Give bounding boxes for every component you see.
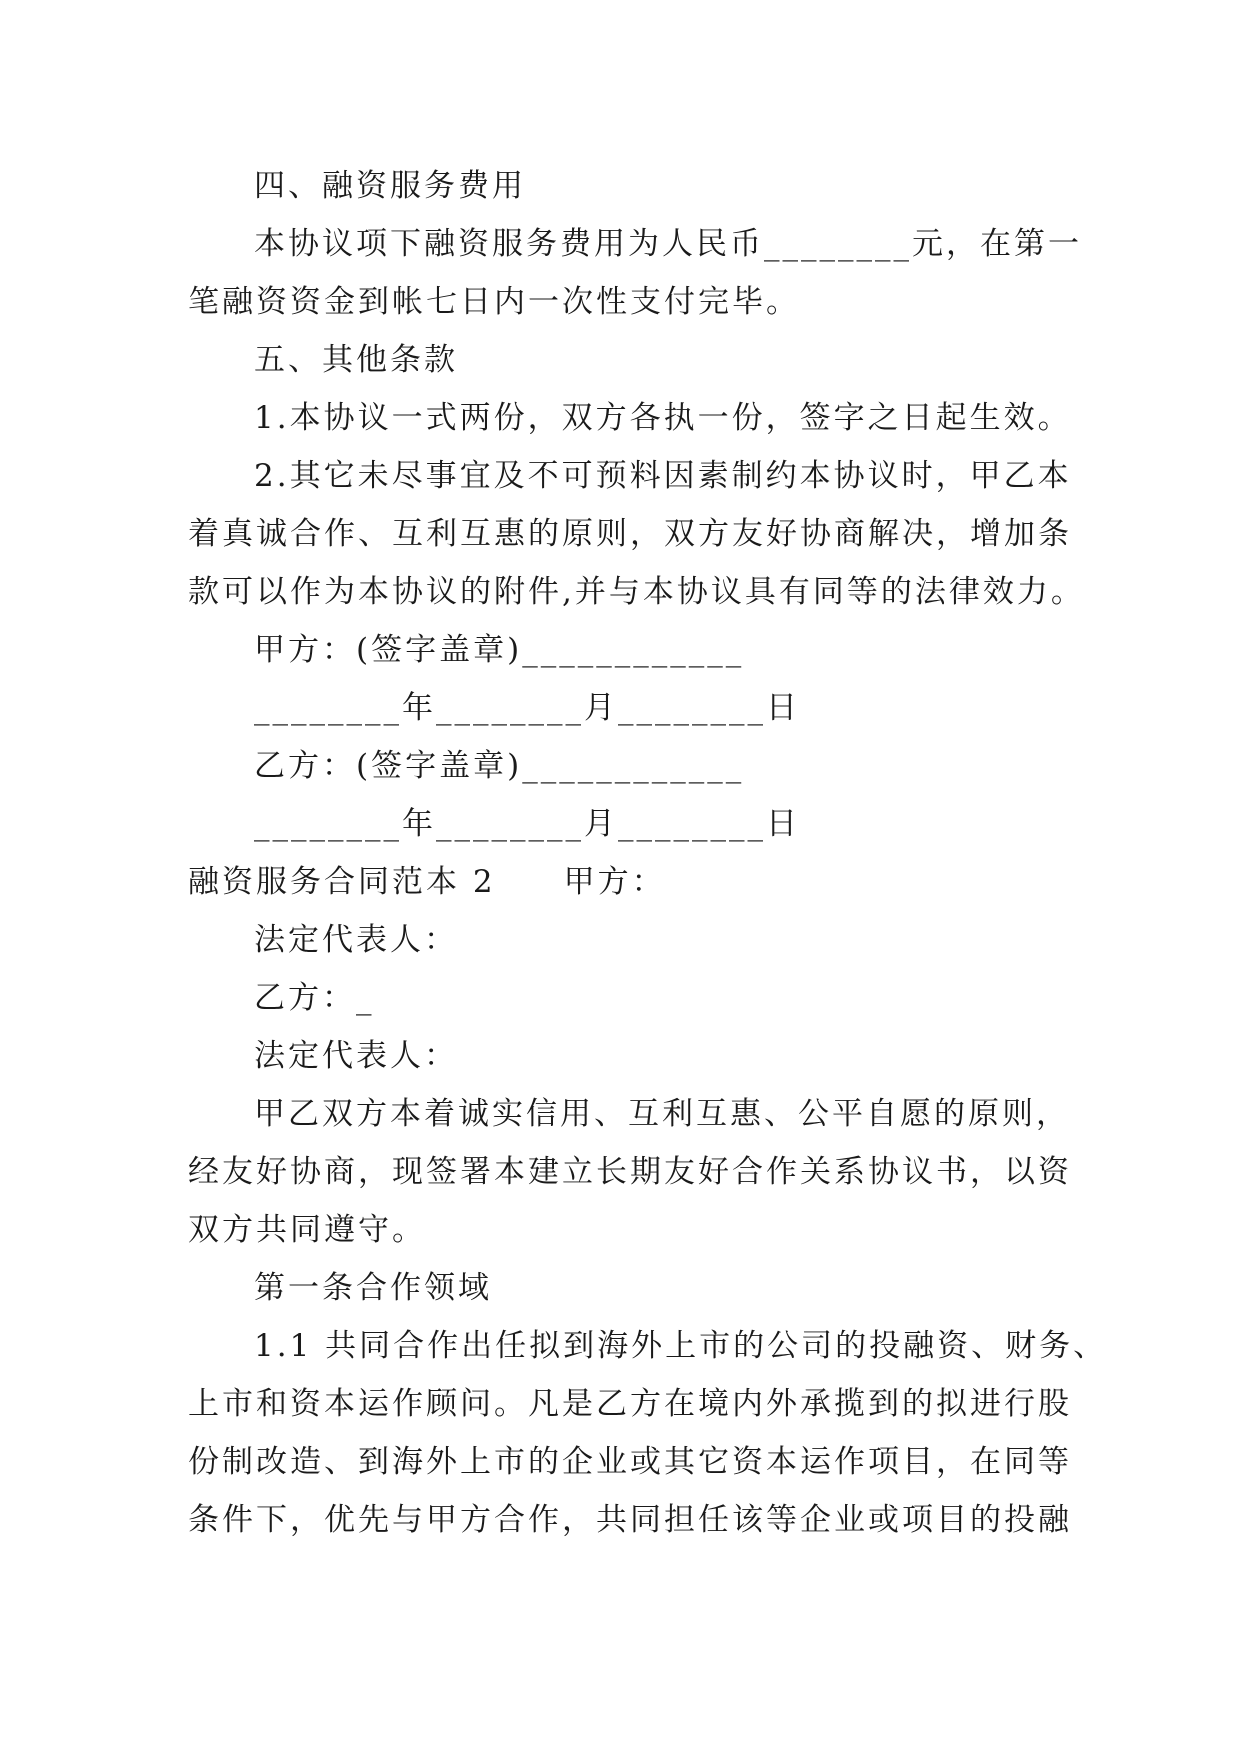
paragraph-line: 双方共同遵守。	[188, 1212, 426, 1248]
paragraph-line: 上市和资本运作顾问。凡是乙方在境内外承揽到的拟进行股	[188, 1386, 1072, 1422]
section-heading-other-terms: 五、其他条款	[254, 342, 458, 378]
paragraph-line: 条件下，优先与甲方合作，共同担任该等企业或项目的投融	[188, 1502, 1072, 1538]
paragraph-line: 着真诚合作、互利互惠的原则，双方友好协商解决，增加条	[188, 516, 1072, 552]
paragraph-line: 份制改造、到海外上市的企业或其它资本运作项目，在同等	[188, 1444, 1072, 1480]
party-b-line: 乙方：_	[254, 980, 375, 1016]
paragraph-line: 2.其它未尽事宜及不可预料因素制约本协议时，甲乙本	[254, 458, 1072, 494]
paragraph-line: 款可以作为本协议的附件,并与本协议具有同等的法律效力。	[188, 574, 1085, 610]
paragraph-line: 本协议项下融资服务费用为人民币________元，在第一	[254, 226, 1082, 262]
date-line: ________年________月________日	[254, 690, 800, 726]
legal-representative-line: 法定代表人：	[254, 1038, 458, 1074]
party-b-signature-line: 乙方：(签字盖章)____________	[254, 748, 745, 784]
party-a-signature-line: 甲方：(签字盖章)____________	[254, 632, 745, 668]
paragraph-line: 1.本协议一式两份，双方各执一份，签字之日起生效。	[254, 400, 1072, 436]
article-heading-cooperation: 第一条合作领域	[254, 1270, 492, 1306]
date-line: ________年________月________日	[254, 806, 800, 842]
contract-title-line: 融资服务合同范本 2 甲方：	[188, 864, 666, 900]
paragraph-line: 1.1 共同合作出任拟到海外上市的公司的投融资、财务、	[254, 1328, 1108, 1364]
section-heading-fee: 四、融资服务费用	[254, 168, 526, 204]
legal-representative-line: 法定代表人：	[254, 922, 458, 958]
paragraph-line: 甲乙双方本着诚实信用、互利互惠、公平自愿的原则，	[254, 1096, 1070, 1132]
paragraph-line: 笔融资资金到帐七日内一次性支付完毕。	[188, 284, 800, 320]
paragraph-line: 经友好协商，现签署本建立长期友好合作关系协议书，以资	[188, 1154, 1072, 1190]
